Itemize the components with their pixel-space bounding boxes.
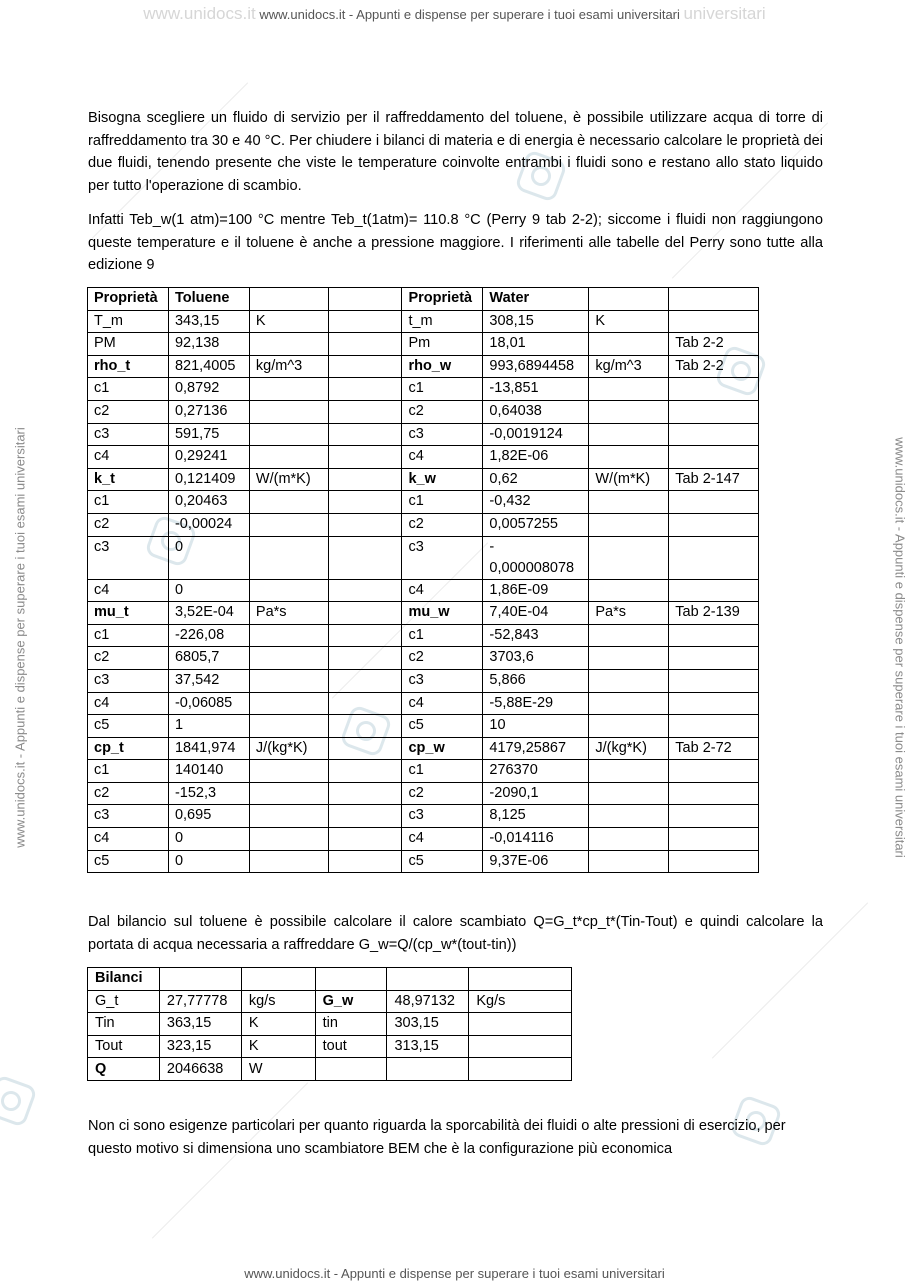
table-cell xyxy=(328,468,402,491)
table-cell: rho_w xyxy=(402,355,483,378)
table-cell xyxy=(328,579,402,602)
table-cell xyxy=(669,579,759,602)
table-row xyxy=(88,760,759,783)
table-cell: c4 xyxy=(88,446,169,469)
table-cell xyxy=(249,288,328,311)
table-cell xyxy=(249,692,328,715)
table-cell: 308,15 xyxy=(483,310,589,333)
table-cell xyxy=(669,715,759,738)
table-cell: 0,695 xyxy=(168,805,249,828)
table-cell xyxy=(669,760,759,783)
table-cell: 591,75 xyxy=(168,423,249,446)
table-cell xyxy=(328,378,402,401)
table-cell: c4 xyxy=(88,692,169,715)
table-cell xyxy=(669,669,759,692)
table-cell xyxy=(249,333,328,356)
table-cell: 3703,6 xyxy=(483,647,589,670)
table-cell xyxy=(669,288,759,311)
table-cell xyxy=(328,715,402,738)
paragraph-fluid-choice: Bisogna scegliere un fluido di servizio per il raffreddamento del toluene, è possibile utilizzare acqua di torre di raffreddamento tra 30 e 40 °C. Per chiudere i bilanci di materia e di energia è necessario calcolare le proprietà dei due fluidi, tenendo presente che viste le temperature coinvolte entrambi i fluidi sono e restano allo stato liquido per tutto l'operazione di scambio. xyxy=(88,110,823,194)
table-row xyxy=(88,715,759,738)
table-cell: c2 xyxy=(402,782,483,805)
table-cell: c1 xyxy=(402,760,483,783)
table-cell xyxy=(328,760,402,783)
table-cell: c3 xyxy=(402,669,483,692)
table-cell xyxy=(328,513,402,536)
table-cell: 3,52E-04 xyxy=(168,602,249,625)
table-cell xyxy=(249,850,328,873)
table-cell: 1,86E-09 xyxy=(483,579,589,602)
table-cell: G_t xyxy=(88,990,160,1013)
table-cell: mu_w xyxy=(402,602,483,625)
table-row xyxy=(88,624,759,647)
table-cell xyxy=(589,715,669,738)
table-row xyxy=(88,669,759,692)
table-row xyxy=(88,692,759,715)
table-cell xyxy=(589,782,669,805)
table-row xyxy=(88,737,759,760)
table-cell xyxy=(589,760,669,783)
table-cell: 0,29241 xyxy=(168,446,249,469)
table-cell xyxy=(249,715,328,738)
table-cell xyxy=(669,536,759,579)
table-cell: 1 xyxy=(168,715,249,738)
table-row xyxy=(88,513,759,536)
table-cell xyxy=(328,692,402,715)
table-cell: kg/s xyxy=(241,990,315,1013)
table-row xyxy=(88,378,759,401)
table-row xyxy=(88,805,759,828)
paragraph-boiling-points: Infatti Teb_w(1 atm)=100 °C mentre Teb_t(1atm)= 110.8 °C (Perry 9 tab 2-2); siccome i fluidi non raggiungono queste temperature e il toluene è anche a pressione maggiore. I riferimenti alle tabelle del Perry sono tutte alla edizione 9 xyxy=(88,212,823,274)
table-cell: 993,6894458 xyxy=(483,355,589,378)
table-cell: -226,08 xyxy=(168,624,249,647)
table-cell xyxy=(328,647,402,670)
table-cell xyxy=(669,423,759,446)
table-cell xyxy=(589,333,669,356)
table-cell: 0 xyxy=(168,828,249,851)
table-cell xyxy=(669,513,759,536)
table-cell xyxy=(328,828,402,851)
table-cell xyxy=(669,692,759,715)
table-cell xyxy=(249,536,328,579)
table-cell xyxy=(669,400,759,423)
table-cell: -0,432 xyxy=(483,491,589,514)
table-cell xyxy=(589,378,669,401)
table-cell: k_t xyxy=(88,468,169,491)
table-cell: t_m xyxy=(402,310,483,333)
table-row xyxy=(88,782,759,805)
table-cell: c2 xyxy=(88,782,169,805)
watermark-ghost-right: universitari xyxy=(683,4,766,23)
table-cell: c2 xyxy=(402,647,483,670)
table-cell: c3 xyxy=(88,423,169,446)
table-cell: 313,15 xyxy=(387,1035,469,1058)
table-cell xyxy=(589,513,669,536)
table-cell: 92,138 xyxy=(168,333,249,356)
table-cell: 0,8792 xyxy=(168,378,249,401)
table-cell: c4 xyxy=(402,692,483,715)
table-cell: 9,37E-06 xyxy=(483,850,589,873)
table-cell: c3 xyxy=(88,536,169,579)
table-cell xyxy=(589,669,669,692)
table-cell: -0,0019124 xyxy=(483,423,589,446)
table-cell xyxy=(249,828,328,851)
table-cell xyxy=(669,310,759,333)
table-cell: c2 xyxy=(402,400,483,423)
table-cell: Tout xyxy=(88,1035,160,1058)
watermark-line xyxy=(152,1082,308,1238)
table-cell xyxy=(249,760,328,783)
table-cell: Tab 2-2 xyxy=(669,333,759,356)
table-row xyxy=(88,400,759,423)
table-cell: c3 xyxy=(88,805,169,828)
table-cell: 276370 xyxy=(483,760,589,783)
table-cell: c5 xyxy=(402,715,483,738)
table-cell xyxy=(159,968,241,991)
table-cell xyxy=(589,692,669,715)
table-cell: -0,06085 xyxy=(168,692,249,715)
table-cell: c2 xyxy=(88,513,169,536)
table-cell: c5 xyxy=(88,715,169,738)
table-cell xyxy=(387,968,469,991)
table-row xyxy=(88,446,759,469)
table-cell: 0,64038 xyxy=(483,400,589,423)
table-cell: 0,27136 xyxy=(168,400,249,423)
table-cell: mu_t xyxy=(88,602,169,625)
table-cell xyxy=(589,647,669,670)
table-cell xyxy=(589,288,669,311)
table-cell: c4 xyxy=(402,446,483,469)
table-cell xyxy=(589,400,669,423)
table-cell: c2 xyxy=(402,513,483,536)
table-cell: -152,3 xyxy=(168,782,249,805)
table-cell xyxy=(669,624,759,647)
table-cell: c3 xyxy=(402,423,483,446)
table-cell xyxy=(669,782,759,805)
table-cell: 0,20463 xyxy=(168,491,249,514)
table-cell xyxy=(249,423,328,446)
paragraph-balance: Dal bilancio sul toluene è possibile calcolare il calore scambiato Q=G_t*cp_t*(Tin-Tout) e quindi calcolare la portata di acqua necessaria a raffreddare G_w=Q/(cp_w*(tout-tin)) xyxy=(88,914,823,953)
watermark-top-text: www.unidocs.it - Appunti e dispense per superare i tuoi esami universitari xyxy=(259,7,680,22)
table-cell xyxy=(669,850,759,873)
table-cell xyxy=(328,288,402,311)
table-cell: c1 xyxy=(402,624,483,647)
table-cell: c1 xyxy=(402,378,483,401)
table-cell: 343,15 xyxy=(168,310,249,333)
table-cell: 303,15 xyxy=(387,1013,469,1036)
table-row xyxy=(88,468,759,491)
table-cell: 1841,974 xyxy=(168,737,249,760)
table-cell xyxy=(328,624,402,647)
table-cell: c4 xyxy=(88,579,169,602)
table-cell: 0 xyxy=(168,579,249,602)
table-cell xyxy=(589,805,669,828)
table-cell: -2090,1 xyxy=(483,782,589,805)
table-cell xyxy=(589,850,669,873)
table-row xyxy=(88,310,759,333)
table-row xyxy=(88,602,759,625)
table-cell: Pm xyxy=(402,333,483,356)
table-cell: 27,77778 xyxy=(159,990,241,1013)
table-cell: 48,97132 xyxy=(387,990,469,1013)
table-cell: c1 xyxy=(88,760,169,783)
table-cell xyxy=(328,423,402,446)
table-cell: 0,121409 xyxy=(168,468,249,491)
table-cell: -0,00024 xyxy=(168,513,249,536)
table-cell: K xyxy=(249,310,328,333)
table-cell: Water xyxy=(483,288,589,311)
table-cell: Tab 2-139 xyxy=(669,602,759,625)
table-cell xyxy=(249,491,328,514)
table-cell: G_w xyxy=(315,990,387,1013)
table-cell xyxy=(469,1013,572,1036)
table-cell: 140140 xyxy=(168,760,249,783)
table-cell: c4 xyxy=(402,579,483,602)
table-cell xyxy=(249,624,328,647)
watermark-logo-icon xyxy=(0,1074,38,1128)
table-cell: -5,88E-29 xyxy=(483,692,589,715)
balance-table xyxy=(87,967,572,1081)
table-cell: Pa*s xyxy=(249,602,328,625)
table-cell: Tab 2-2 xyxy=(669,355,759,378)
table-row xyxy=(88,288,759,311)
table-cell: J/(kg*K) xyxy=(589,737,669,760)
table-row xyxy=(88,968,572,991)
table-cell xyxy=(328,310,402,333)
table-cell: 0,62 xyxy=(483,468,589,491)
table-cell: kg/m^3 xyxy=(249,355,328,378)
table-cell: c2 xyxy=(88,400,169,423)
table-cell xyxy=(328,446,402,469)
table-cell xyxy=(669,378,759,401)
table-cell: Tin xyxy=(88,1013,160,1036)
table-cell xyxy=(328,333,402,356)
table-cell: - 0,000008078 xyxy=(483,536,589,579)
table-cell: c5 xyxy=(402,850,483,873)
table-cell xyxy=(387,1058,469,1081)
table-cell xyxy=(328,669,402,692)
table-cell xyxy=(249,378,328,401)
table-cell: c1 xyxy=(88,624,169,647)
table-cell xyxy=(669,828,759,851)
table-cell xyxy=(589,579,669,602)
table-cell xyxy=(328,536,402,579)
table-cell: cp_t xyxy=(88,737,169,760)
table-cell: tin xyxy=(315,1013,387,1036)
table-cell xyxy=(328,491,402,514)
table-cell xyxy=(469,1058,572,1081)
table-cell: 323,15 xyxy=(159,1035,241,1058)
table-cell xyxy=(469,968,572,991)
table-cell: T_m xyxy=(88,310,169,333)
table-cell: c3 xyxy=(88,669,169,692)
table-cell: c2 xyxy=(88,647,169,670)
table-cell: 0,0057255 xyxy=(483,513,589,536)
table-cell xyxy=(669,446,759,469)
table-cell: tout xyxy=(315,1035,387,1058)
table-cell: Q xyxy=(88,1058,160,1081)
table-cell xyxy=(241,968,315,991)
table-cell: c1 xyxy=(88,491,169,514)
table-cell: c5 xyxy=(88,850,169,873)
table-cell xyxy=(315,1058,387,1081)
properties-table xyxy=(87,287,759,873)
table-cell xyxy=(328,400,402,423)
paragraph-exchanger: Non ci sono esigenze particolari per quanto riguarda la sporcabilità dei fluidi o alte pressioni di esercizio, per questo motivo si dimensiona uno scambiatore BEM che è la configurazione più economica xyxy=(88,1118,786,1157)
table-cell: 2046638 xyxy=(159,1058,241,1081)
table-cell: -0,014116 xyxy=(483,828,589,851)
table-cell: c1 xyxy=(402,491,483,514)
table-cell xyxy=(328,805,402,828)
table-cell xyxy=(589,423,669,446)
table-cell: -13,851 xyxy=(483,378,589,401)
table-cell xyxy=(249,446,328,469)
watermark-left: www.unidocs.it - Appunti e dispense per superare i tuoi esami universitari xyxy=(12,427,28,848)
table-cell xyxy=(669,805,759,828)
table-cell: Pa*s xyxy=(589,602,669,625)
table-row xyxy=(88,333,759,356)
table-cell: Tab 2-72 xyxy=(669,737,759,760)
table-cell xyxy=(669,647,759,670)
table-cell: 4179,25867 xyxy=(483,737,589,760)
table-cell: 821,4005 xyxy=(168,355,249,378)
table-cell: Tab 2-147 xyxy=(669,468,759,491)
table-cell: K xyxy=(589,310,669,333)
table-cell: Proprietà xyxy=(88,288,169,311)
table-cell xyxy=(328,602,402,625)
table-cell: 7,40E-04 xyxy=(483,602,589,625)
table-cell: 0 xyxy=(168,536,249,579)
table-cell: -52,843 xyxy=(483,624,589,647)
table-cell: c4 xyxy=(402,828,483,851)
table-cell: K xyxy=(241,1035,315,1058)
table-cell: Kg/s xyxy=(469,990,572,1013)
table-cell xyxy=(328,850,402,873)
watermark-right: www.unidocs.it - Appunti e dispense per superare i tuoi esami universitari xyxy=(892,437,908,858)
table-row xyxy=(88,1035,572,1058)
table-cell xyxy=(328,737,402,760)
table-cell: cp_w xyxy=(402,737,483,760)
table-row xyxy=(88,850,759,873)
table-cell: kg/m^3 xyxy=(589,355,669,378)
table-cell: 1,82E-06 xyxy=(483,446,589,469)
table-cell: 363,15 xyxy=(159,1013,241,1036)
table-cell: PM xyxy=(88,333,169,356)
table-row xyxy=(88,990,572,1013)
table-cell: Proprietà xyxy=(402,288,483,311)
table-cell: rho_t xyxy=(88,355,169,378)
watermark-bottom: www.unidocs.it - Appunti e dispense per superare i tuoi esami universitari xyxy=(244,1266,665,1281)
table-cell xyxy=(249,647,328,670)
table-cell: Toluene xyxy=(168,288,249,311)
table-cell xyxy=(589,828,669,851)
table-cell: W/(m*K) xyxy=(589,468,669,491)
table-cell: Bilanci xyxy=(88,968,160,991)
table-cell xyxy=(589,491,669,514)
table-cell: 37,542 xyxy=(168,669,249,692)
watermark-ghost-left: www.unidocs.it xyxy=(143,4,256,23)
table-cell xyxy=(328,355,402,378)
table-cell xyxy=(669,491,759,514)
watermark-top xyxy=(0,4,909,24)
table-cell: c3 xyxy=(402,536,483,579)
table-cell xyxy=(589,536,669,579)
table-cell xyxy=(315,968,387,991)
table-cell xyxy=(249,513,328,536)
table-row xyxy=(88,536,759,579)
table-row xyxy=(88,579,759,602)
table-cell xyxy=(249,579,328,602)
table-cell xyxy=(249,805,328,828)
table-cell: J/(kg*K) xyxy=(249,737,328,760)
table-cell: W/(m*K) xyxy=(249,468,328,491)
table-cell xyxy=(249,782,328,805)
table-cell xyxy=(249,669,328,692)
table-row xyxy=(88,423,759,446)
table-cell: c3 xyxy=(402,805,483,828)
table-cell: W xyxy=(241,1058,315,1081)
table-cell: K xyxy=(241,1013,315,1036)
table-cell: 10 xyxy=(483,715,589,738)
table-cell xyxy=(469,1035,572,1058)
table-cell xyxy=(249,400,328,423)
table-cell xyxy=(328,782,402,805)
table-row xyxy=(88,647,759,670)
table-cell: 5,866 xyxy=(483,669,589,692)
table-cell xyxy=(589,624,669,647)
table-cell xyxy=(589,446,669,469)
table-row xyxy=(88,1058,572,1081)
table-row xyxy=(88,355,759,378)
table-cell: k_w xyxy=(402,468,483,491)
table-cell: c4 xyxy=(88,828,169,851)
table-cell: 0 xyxy=(168,850,249,873)
table-cell: 8,125 xyxy=(483,805,589,828)
table-cell: 18,01 xyxy=(483,333,589,356)
table-row xyxy=(88,1013,572,1036)
table-row xyxy=(88,828,759,851)
table-row xyxy=(88,491,759,514)
table-cell: c1 xyxy=(88,378,169,401)
table-cell: 6805,7 xyxy=(168,647,249,670)
